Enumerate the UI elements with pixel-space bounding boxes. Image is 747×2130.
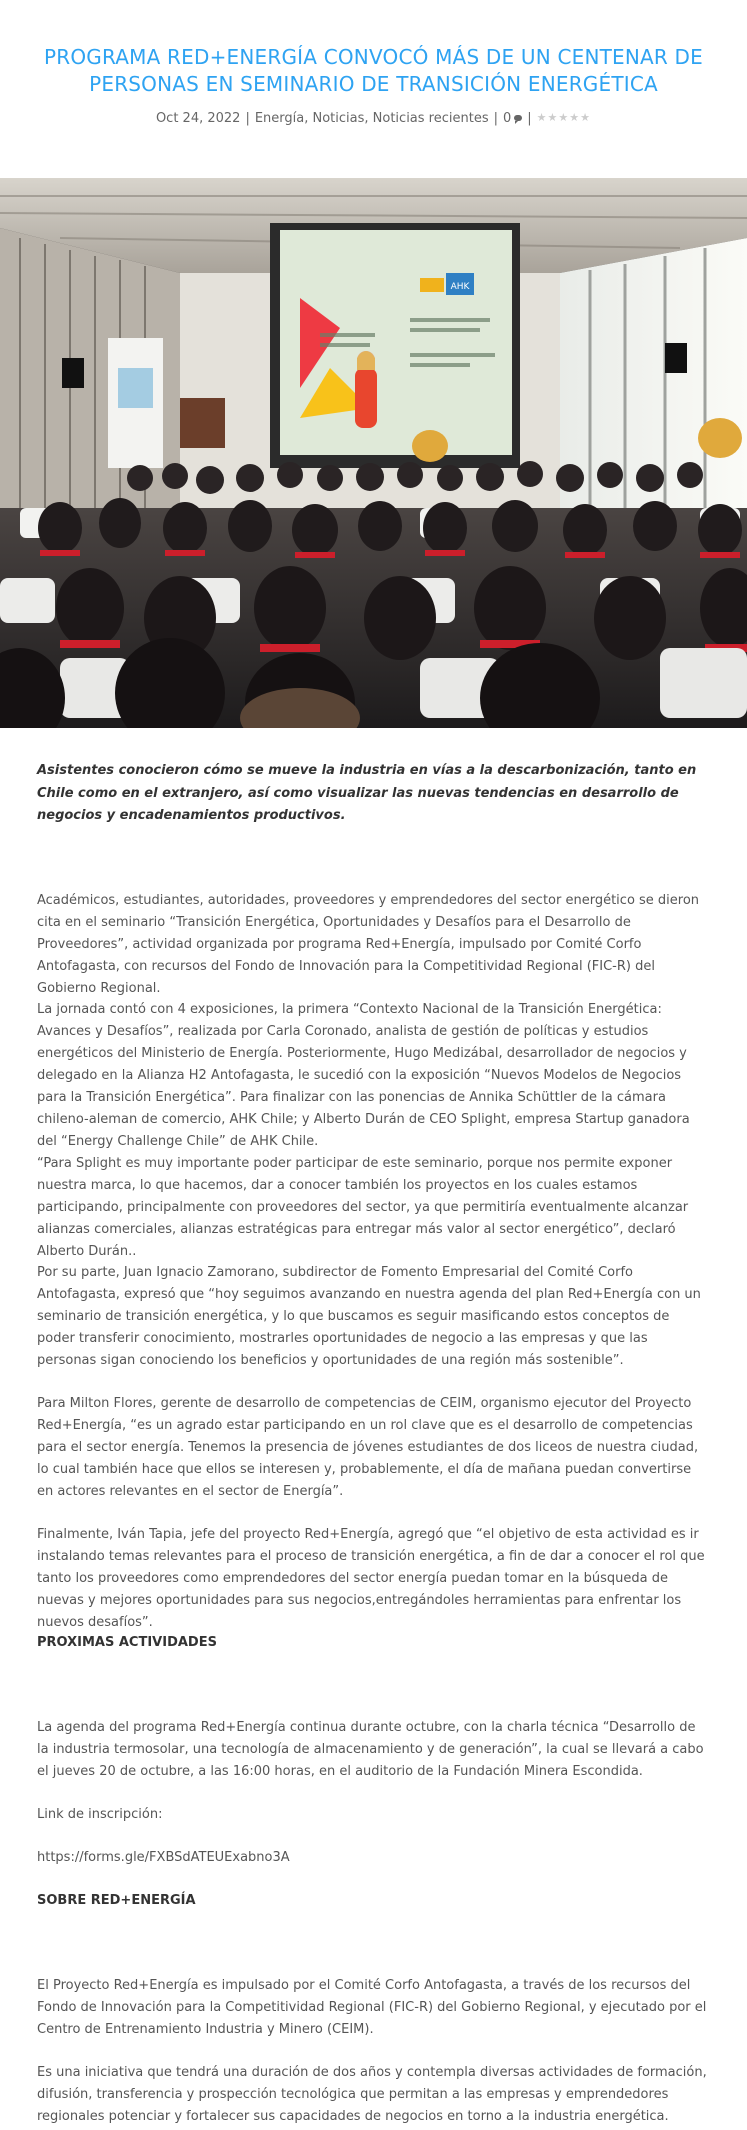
about-paragraph: Es una iniciativa que tendrá una duración de dos años y contempla diversas actividades de formación, difusión, transferencia y prospección tecnológica que permitan a las empresas y emprendedores regionales potenciar y fortalecer sus capacidades de negocios en torno a la industria energética. bbox=[37, 2065, 707, 2124]
section-heading-activities: PROXIMAS ACTIVIDADES bbox=[37, 1635, 217, 1650]
star-icon: ★ bbox=[580, 111, 592, 124]
comments-count: 0 bbox=[503, 111, 512, 126]
star-rating bbox=[537, 108, 591, 128]
meta-separator: | bbox=[245, 111, 250, 126]
registration-link[interactable]: https://forms.gle/FXBSdATEUExabno3A bbox=[37, 1850, 290, 1865]
article-header bbox=[0, 0, 747, 178]
star-icon: ★ bbox=[547, 111, 559, 124]
category-link-noticias[interactable]: Noticias bbox=[312, 111, 365, 126]
section-heading-about: SOBRE RED+ENERGÍA bbox=[37, 1893, 196, 1908]
meta-separator: | bbox=[493, 111, 498, 126]
comments-link[interactable] bbox=[503, 111, 522, 126]
star-icon: ★ bbox=[536, 111, 548, 124]
comment-icon bbox=[514, 115, 522, 121]
article-paragraph: Para Milton Flores, gerente de desarrollo de competencias de CEIM, organismo ejecutor del Proyecto Red+Energía, “es un agrado estar participando en un rol clave que es el desarrollo de competencias para el sector energía. Tenemos la presencia de jóvenes estudiantes de dos liceos de nuestra ciudad, lo cual también hace que ellos se interesen y, probablemente, el día de mañana puedan convertirse en actores relevantes en el sector de Energía”. bbox=[37, 1396, 699, 1499]
category-link-energia[interactable]: Energía bbox=[254, 111, 305, 126]
post-meta: Oct 24, 2022 | Energía, Noticias, Noticias recientes | 0 | ★★★★★ bbox=[0, 108, 747, 129]
star-icon: ★ bbox=[569, 111, 581, 124]
article-paragraph: Por su parte, Juan Ignacio Zamorano, subdirector de Fomento Empresarial del Comité Corfo Antofagasta, expresó que “hoy seguimos avanzando en nuestra agenda del plan Red+Energía con un seminario de transición energética, y lo que buscamos es seguir masificando estos conceptos de poder transferir conocimiento, mostrarles oportunidades de negocio a las empresas y que las personas sigan conociendo los beneficios y oportunidades de una región más sostenible”. bbox=[37, 1265, 701, 1368]
article-title: PROGRAMA RED+ENERGÍA CONVOCÓ MÁS DE UN CENTENAR DE PERSONAS EN SEMINARIO DE TRANSICIÓN ENERGÉTICA bbox=[43, 45, 703, 96]
article-paragraph: La jornada contó con 4 exposiciones, la primera “Contexto Nacional de la Transición Energética: Avances y Desafíos”, realizada por Carla Coronado, analista de gestión de políticas y estudios energéticos del Ministerio de Energía. Posteriormente, Hugo Medizábal, desarrollador de negocios y delegado en la Alianza H2 Antofagasta, le sucedió con la exposición “Nuevos Modelos de Negocios para la Transición Energética”. Para finalizar con las ponencias de Annika Schüttler de la cámara chileno-aleman de comercio, AHK Chile; y Alberto Durán de CEO Splight, empresa Startup ganadora del “Energy Challenge Chile” de AHK Chile. bbox=[37, 1002, 690, 1149]
screen-logo-text: AHK bbox=[450, 282, 470, 292]
seminar-photo bbox=[0, 178, 747, 728]
article-paragraph: Finalmente, Iván Tapia, jefe del proyecto Red+Energía, agregó que “el objetivo de esta actividad es ir instalando temas relevantes para el proceso de transición energética, a fin de dar a conocer el rol que tanto los proveedores como emprendedores del sector energía puedan tomar en la búsqueda de nuevas y mejores oportunidades para sus negocios,entregándoles herramientas para enfrentar los nuevos desafíos”. bbox=[37, 1527, 705, 1630]
featured-image bbox=[0, 178, 747, 728]
article-paragraph: “Para Splight es muy importante poder participar de este seminario, porque nos permite exponer nuestra marca, lo que hacemos, dar a conocer también los proyectos en los cuales estamos participando, principalmente con proveedores del sector, ya que permitiría eventualmente alcanzar alianzas comerciales, alianzas estratégicas para entregar más valor al sector energético”, declaró Alberto Durán.. bbox=[37, 1156, 689, 1259]
category-link-noticias-recientes[interactable]: Noticias recientes bbox=[372, 111, 489, 126]
activities-paragraph: La agenda del programa Red+Energía continua durante octubre, con la charla técnica “Desarrollo de la industria termosolar, una tecnología de almacenamiento y de generación”, la cual se llevará a cabo el jueves 20 de octubre, a las 16:00 horas, en el auditorio de la Fundación Minera Escondida. bbox=[37, 1720, 704, 1779]
post-date: Oct 24, 2022 bbox=[155, 111, 241, 126]
meta-separator: | bbox=[527, 111, 532, 126]
article-lead: Asistentes conocieron cómo se mueve la industria en vías a la descarbonización, tanto en Chile como en el extranjero, así como visualizar las nuevas tendencias en desarrollo de negocios y encadenamientos productivos. bbox=[37, 763, 697, 823]
star-icon: ★ bbox=[558, 111, 570, 124]
about-paragraph: El Proyecto Red+Energía es impulsado por el Comité Corfo Antofagasta, a través de los recursos del Fondo de Innovación para la Competitividad Regional (FIC-R) del Gobierno Regional, y ejecutado por el Centro de Entrenamiento Industria y Minero (CEIM). bbox=[37, 1978, 707, 2037]
article-paragraph: Académicos, estudiantes, autoridades, proveedores y emprendedores del sector energético se dieron cita en el seminario “Transición Energética, Oportunidades y Desafíos para el Desarrollo de Proveedores”, actividad organizada por programa Red+Energía, impulsado por Comité Corfo Antofagasta, con recursos del Fondo de Innovación para la Competitividad Regional (FIC-R) del Gobierno Regional. bbox=[37, 893, 700, 996]
registration-label: Link de inscripción: bbox=[37, 1807, 163, 1822]
